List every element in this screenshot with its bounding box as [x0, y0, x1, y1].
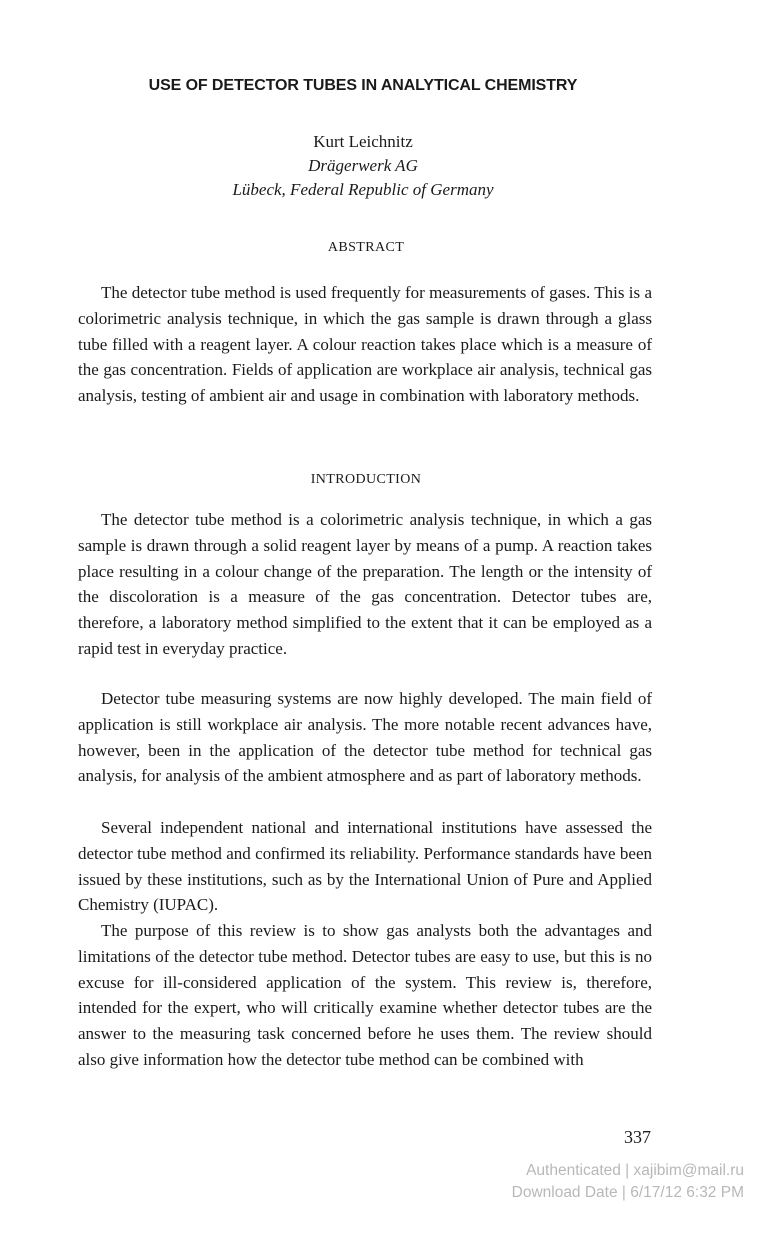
author-block — [0, 130, 726, 202]
introduction-heading: INTRODUCTION — [310, 472, 422, 487]
author-name: Kurt Leichnitz — [313, 132, 413, 151]
intro-paragraph: The detector tube method is a colorimetric analysis technique, in which a gas sample is drawn through a solid reagent layer by means of a pump. A reaction takes place resulting in a colour change of the preparation. The length or the intensity of the discoloration is a measure of the gas concentration. Detector tubes are, therefore, a laboratory method simplified to the extent that it can be employed as a rapid test in everyday practice. — [78, 510, 652, 658]
watermark-download-date: Download Date | 6/17/12 6:32 PM — [511, 1184, 744, 1201]
author-location: Lübeck, Federal Republic of Germany — [232, 180, 494, 199]
page-number: 337 — [624, 1127, 651, 1147]
abstract-text: The detector tube method is used frequently for measurements of gases. This is a colorimetric analysis technique, in which the gas sample is drawn through a glass tube filled with a reagent layer. A colour reaction takes place which is a measure of the gas concentration. Fields of application are workplace air analysis, technical gas analysis, testing of ambient air and usage in combination with laboratory methods. — [78, 283, 652, 406]
intro-paragraph: Several independent national and international institutions have assessed the detector tube method and confirmed its reliability. Performance standards have been issued by these institutions, such as by the International Union of Pure and Applied Chemistry (IUPAC). — [78, 818, 652, 915]
intro-paragraph: The purpose of this review is to show gas analysts both the advantages and limitations of the detector tube method. Detector tubes are easy to use, but this is no excuse for ill-considered application of the system. This review is, therefore, intended for the expert, who will critically examine whether detector tubes are the answer to the measuring task concerned before he uses them. The review should also give information how the detector tube method can be combined with — [78, 921, 652, 1069]
abstract-heading: ABSTRACT — [327, 240, 405, 255]
intro-paragraph: Detector tube measuring systems are now highly developed. The main field of application is still workplace air analysis. The more notable recent advances have, however, been in the application of the detector tube method for technical gas analysis, for analysis of the ambient atmosphere and as part of laboratory methods. — [78, 689, 652, 786]
download-watermark — [512, 1160, 744, 1204]
paper-title: USE OF DETECTOR TUBES IN ANALYTICAL CHEMISTRY — [148, 77, 578, 94]
author-organization: Drägerwerk AG — [308, 156, 418, 175]
watermark-authenticated: Authenticated | xajibim@mail.ru — [526, 1162, 744, 1179]
